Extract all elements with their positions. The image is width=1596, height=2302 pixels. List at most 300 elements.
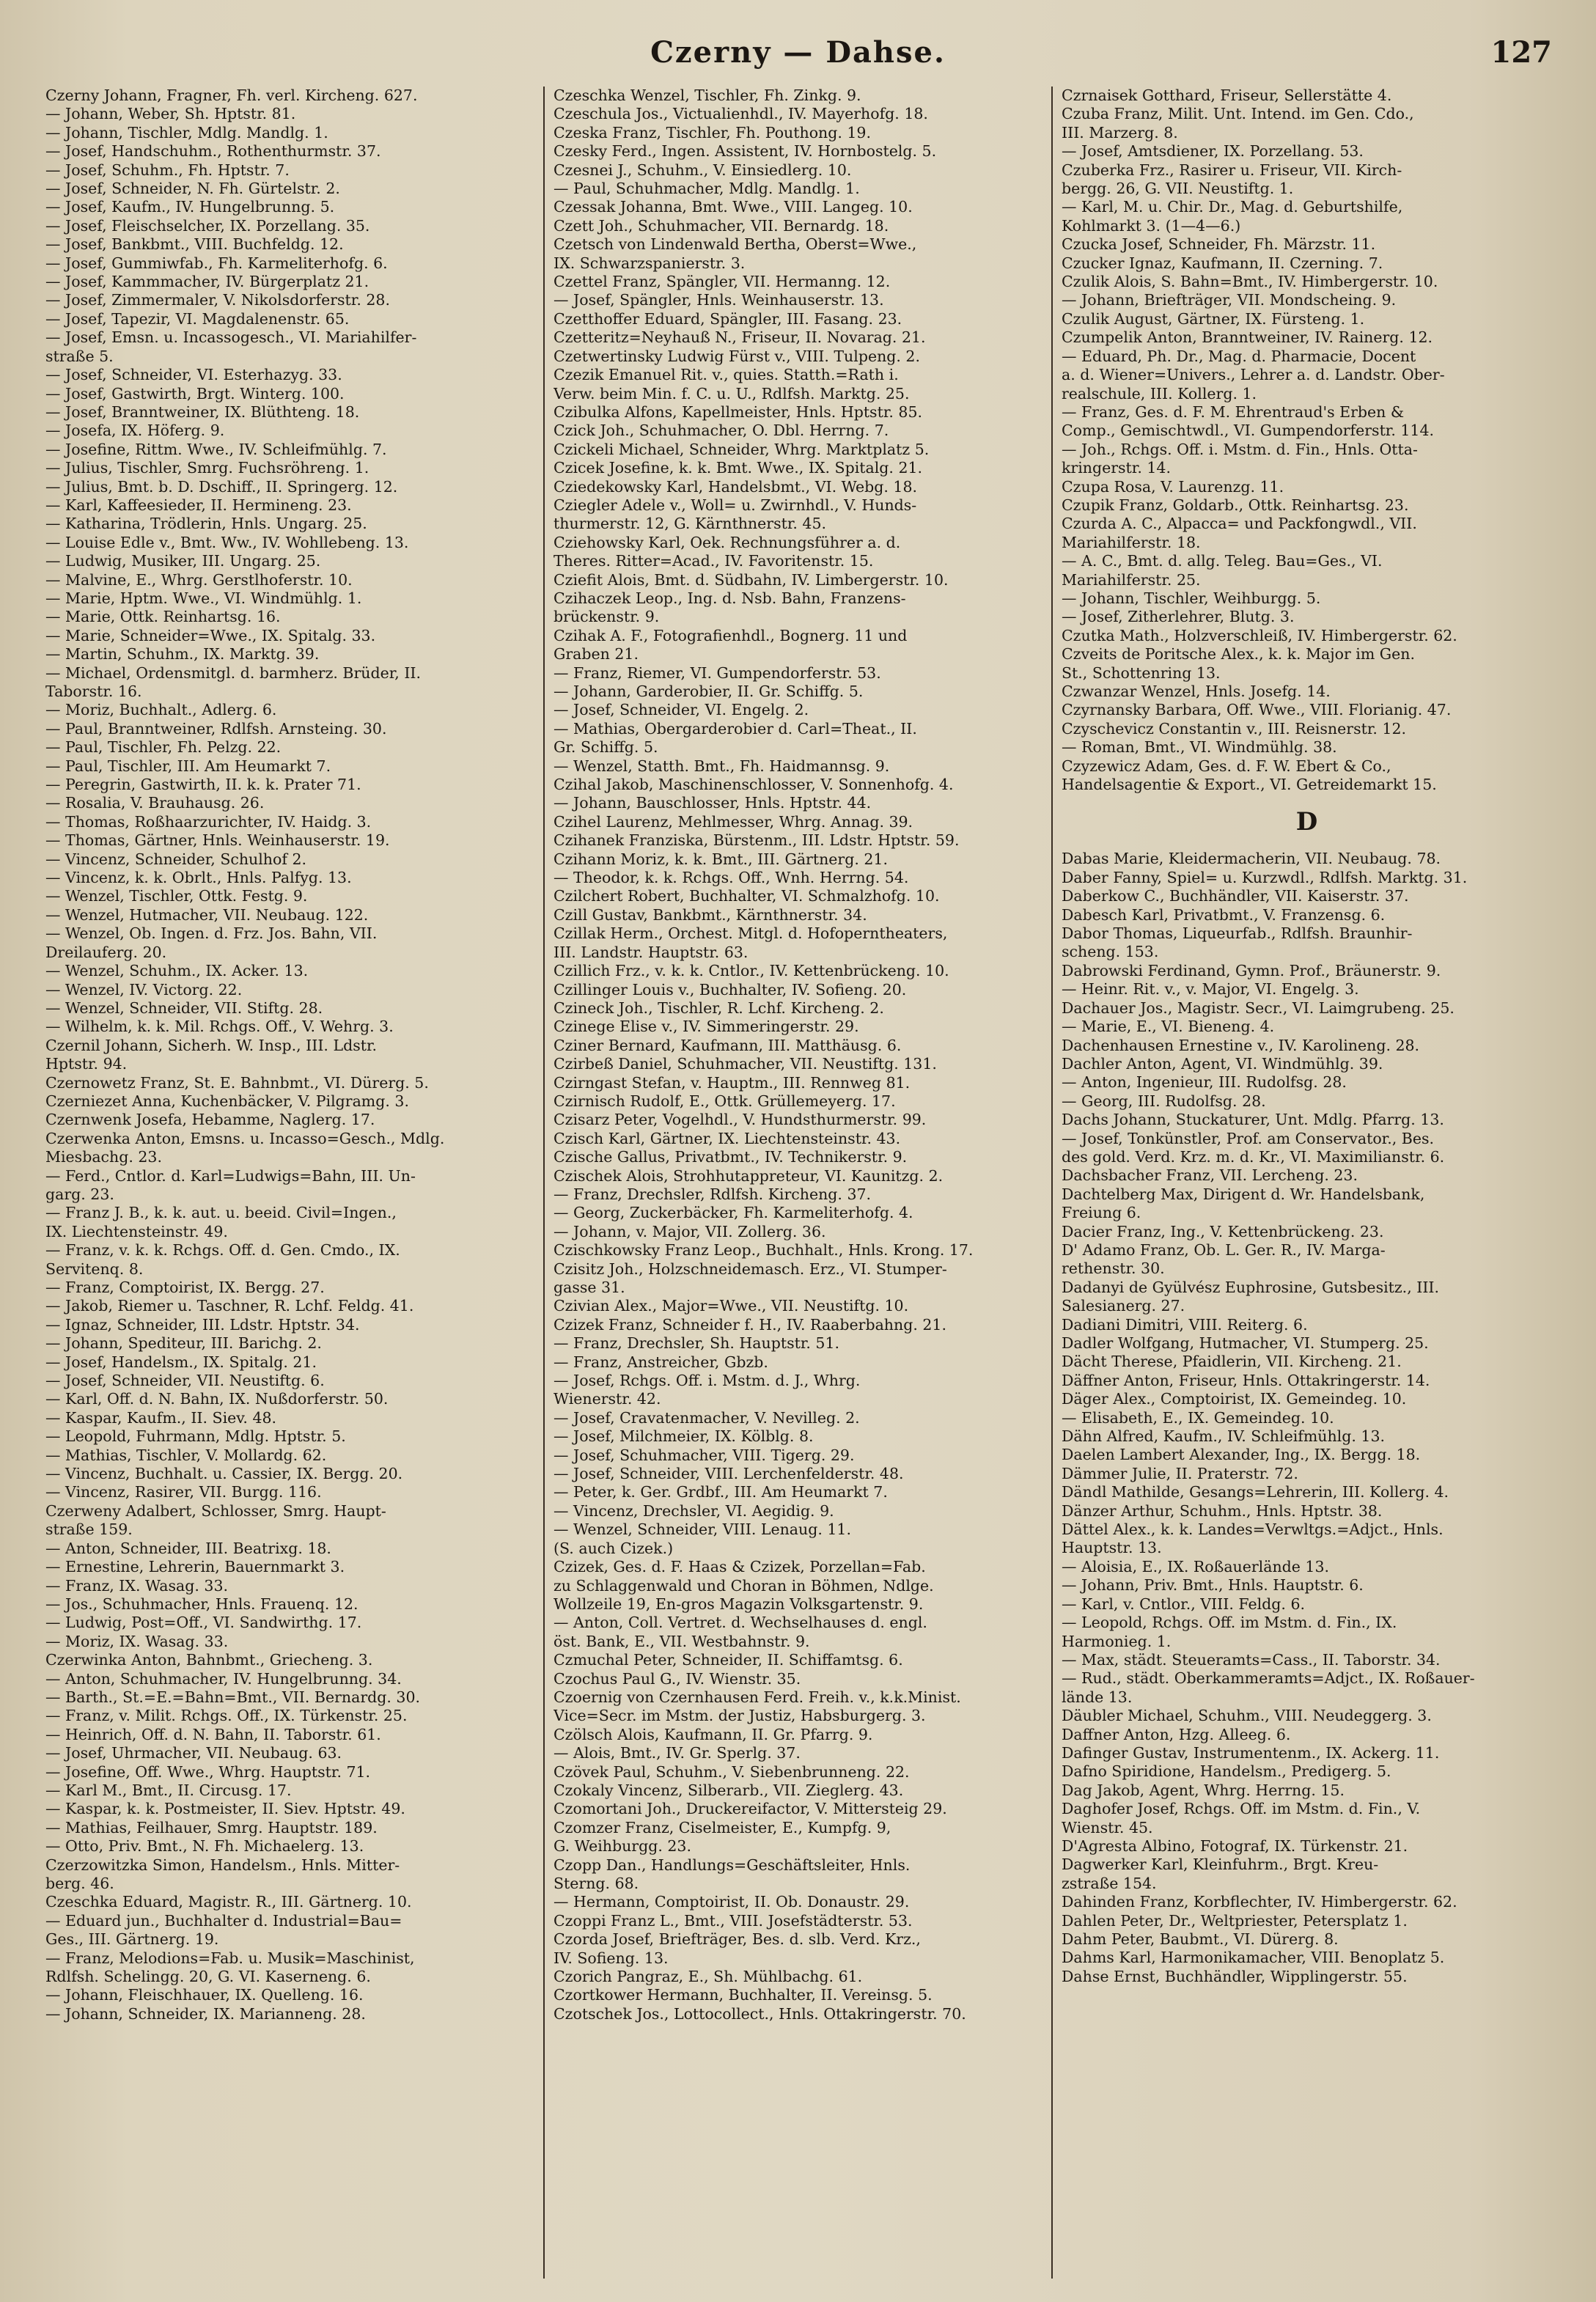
directory-entry: Cziegler Adele v., Woll= u. Zwirnhdl., V. Hunds- xyxy=(554,496,917,514)
directory-entry: — Vincenz, Drechsler, VI. Aegidig. 9. xyxy=(554,1501,834,1520)
directory-entry: — Barth., St.=E.=Bahn=Bmt., VII. Bernardg. 30. xyxy=(45,1688,421,1706)
directory-entry: Czill Gustav, Bankbmt., Kärnthnerstr. 34. xyxy=(554,905,867,924)
directory-entry: — Thomas, Gärtner, Hnls. Weinhauserstr. 19. xyxy=(45,831,390,850)
directory-entry: zu Schlaggenwald und Choran in Böhmen, Ndlge. xyxy=(554,1576,934,1595)
directory-entry: Czillak Herm., Orchest. Mitgl. d. Hofoperntheaters, xyxy=(554,924,948,943)
directory-entry: Czillich Frz., v. k. k. Cntlor., IV. Kettenbrückeng. 10. xyxy=(554,962,949,980)
directory-column-1 xyxy=(37,87,543,2279)
directory-entry: Czerwenka Anton, Emsns. u. Incasso=Gesch., Mdlg. xyxy=(45,1129,445,1147)
directory-entry: — Franz, v. k. k. Rchgs. Off. d. Gen. Cmdo., IX. xyxy=(45,1241,400,1260)
directory-entry: straße 159. xyxy=(45,1520,133,1539)
directory-entry: Dachtelberg Max, Dirigent d. Wr. Handelsbank, xyxy=(1062,1185,1425,1203)
directory-entry: Däubler Michael, Schuhm., VIII. Neudeggerg. 3. xyxy=(1062,1707,1432,1725)
directory-entry: Mariahilferstr. 18. xyxy=(1062,533,1201,551)
directory-entry: Hauptstr. 13. xyxy=(1062,1539,1162,1557)
directory-entry: gasse 31. xyxy=(554,1279,625,1296)
directory-entry: — Otto, Priv. Bmt., N. Fh. Michaelerg. 13. xyxy=(45,1837,364,1856)
directory-entry: Dachsbacher Franz, VII. Lercheng. 23. xyxy=(1062,1166,1358,1185)
directory-entry: — Vincenz, Schneider, Schulhof 2. xyxy=(45,850,307,868)
directory-entry: Czomzer Franz, Ciselmeister, E., Kumpfg. 9, xyxy=(554,1818,891,1836)
directory-entry: Czucka Josef, Schneider, Fh. Märzstr. 11. xyxy=(1062,235,1376,254)
directory-entry: — Wenzel, Ob. Ingen. d. Frz. Jos. Bahn, VII. xyxy=(45,924,378,943)
directory-entry: Czezik Emanuel Rit. v., quies. Statth.=Rath i. xyxy=(554,366,899,384)
directory-entry: Czilchert Robert, Buchhalter, VI. Schmalzhofg. 10. xyxy=(554,887,940,905)
directory-entry: Theres. Ritter=Acad., IV. Favoritenstr. 15. xyxy=(554,552,874,570)
directory-entry: — Mathias, Obergarderobier d. Carl=Theat., II. xyxy=(554,719,917,738)
directory-entry: — Franz, Anstreicher, Gbzb. xyxy=(554,1353,768,1371)
directory-entry: — Georg, Zuckerbäcker, Fh. Karmeliterhofg. 4. xyxy=(554,1204,913,1222)
directory-entry: Wienerstr. 42. xyxy=(554,1390,661,1408)
directory-entry: Czutka Math., Holzverschleiß, IV. Himbergerstr. 62. xyxy=(1062,626,1457,644)
directory-entry: Dändl Mathilde, Gesangs=Lehrerin, III. Kollerg. 4. xyxy=(1062,1483,1449,1501)
directory-entry: — Peregrin, Gastwirth, II. k. k. Prater 71. xyxy=(45,776,361,794)
directory-entry: — Max, städt. Steueramts=Cass., II. Taborstr. 34. xyxy=(1062,1650,1441,1669)
directory-entry: Salesianerg. 27. xyxy=(1062,1297,1185,1315)
directory-entry: G. Weihburgg. 23. xyxy=(554,1837,691,1856)
directory-entry: — Elisabeth, E., IX. Gemeindeg. 10. xyxy=(1062,1408,1334,1427)
directory-entry: Czulik August, Gärtner, IX. Fürsteng. 1. xyxy=(1062,309,1365,328)
directory-entry: Miesbachg. 23. xyxy=(45,1148,162,1166)
directory-entry: Czeska Franz, Tischler, Fh. Pouthong. 19. xyxy=(554,123,871,141)
directory-entry: — Josefine, Rittm. Wwe., IV. Schleifmühlg. 7. xyxy=(45,440,387,458)
directory-entry: — Josef, Schneider, VIII. Lerchenfelderstr. 48. xyxy=(554,1465,904,1483)
directory-entry: Czibulka Alfons, Kapellmeister, Hnls. Hptstr. 85. xyxy=(554,402,923,421)
directory-entry: Czillinger Louis v., Buchhalter, IV. Sofieng. 20. xyxy=(554,980,907,999)
directory-entry: Czeschka Wenzel, Tischler, Fh. Zinkg. 9. xyxy=(554,87,861,104)
directory-entry: Daber Fanny, Spiel= u. Kurzwdl., Rdlfsh. Marktg. 31. xyxy=(1062,868,1468,886)
directory-entry: — Josef, Schneider, VII. Neustiftg. 6. xyxy=(45,1372,325,1390)
directory-entry: D' Adamo Franz, Ob. L. Ger. R., IV. Marga- xyxy=(1062,1240,1386,1259)
directory-entry: Dahse Ernst, Buchhändler, Wipplingerstr. 55. xyxy=(1062,1967,1408,1985)
directory-entry: Dreilauferg. 20. xyxy=(45,943,167,961)
directory-entry: — Rud., städt. Oberkammeramts=Adjct., IX. Roßauer- xyxy=(1062,1669,1475,1688)
directory-entry: Czirbeß Daniel, Schuhmacher, VII. Neustiftg. 131. xyxy=(554,1055,937,1073)
directory-entry: Czerniezet Anna, Kuchenbäcker, V. Pilgramg. 3. xyxy=(45,1092,409,1110)
directory-entry: Dänzer Arthur, Schuhm., Hnls. Hptstr. 38. xyxy=(1062,1501,1383,1520)
directory-entry: — Julius, Tischler, Smrg. Fuchsröhreng. 1. xyxy=(45,459,369,477)
directory-entry: Czernwenk Josefa, Hebamme, Naglerg. 17. xyxy=(45,1111,375,1129)
directory-entry: — Wenzel, Schneider, VIII. Lenaug. 11. xyxy=(554,1520,851,1539)
directory-entry: — Ernestine, Lehrerin, Bauernmarkt 3. xyxy=(45,1558,345,1576)
directory-entry: Czetsch von Lindenwald Bertha, Oberst=Wwe., xyxy=(554,235,917,254)
directory-entry: — Josef, Zitherlehrer, Blutg. 3. xyxy=(1062,608,1295,626)
directory-entry: — Franz, Comptoirist, IX. Bergg. 27. xyxy=(45,1279,325,1296)
directory-entry: — Johann, Fleischhauer, IX. Quelleng. 16. xyxy=(45,1986,364,2004)
directory-entry: — Ludwig, Musiker, III. Ungarg. 25. xyxy=(45,552,321,570)
directory-entry: scheng. 153. xyxy=(1062,943,1159,961)
directory-entry: — Josef, Cravatenmacher, V. Nevilleg. 2. xyxy=(554,1408,860,1427)
directory-entry: — Josefa, IX. Höferg. 9. xyxy=(45,422,225,440)
directory-entry: Dämmer Julie, II. Praterstr. 72. xyxy=(1062,1464,1298,1482)
directory-entry: Graben 21. xyxy=(554,645,639,663)
directory-entry: zstraße 154. xyxy=(1062,1874,1157,1892)
directory-entry: — Roman, Bmt., VI. Windmühlg. 38. xyxy=(1062,738,1337,757)
directory-entry: Verw. beim Min. f. C. u. U., Rdlfsh. Marktg. 25. xyxy=(554,384,910,402)
directory-entry: — Hermann, Comptoirist, II. Ob. Donaustr. 29. xyxy=(554,1893,910,1911)
directory-entry: Czotschek Jos., Lottocollect., Hnls. Ottakringerstr. 70. xyxy=(554,2004,966,2023)
directory-entry: Czochus Paul G., IV. Wienstr. 35. xyxy=(554,1669,801,1688)
directory-entry: Dag Jakob, Agent, Whrg. Herrng. 15. xyxy=(1062,1781,1345,1799)
directory-entry: Czoppi Franz L., Bmt., VIII. Josefstädterstr. 53. xyxy=(554,1911,913,1930)
directory-entry: Dahinden Franz, Korbflechter, IV. Himbergerstr. 62. xyxy=(1062,1893,1457,1911)
directory-entry: Czurda A. C., Alpacca= und Packfongwdl., VII. xyxy=(1062,515,1417,533)
directory-entry: Czernowetz Franz, St. E. Bahnbmt., VI. Dürerg. 5. xyxy=(45,1073,429,1092)
directory-entry: — Josef, Schuhm., Fh. Hptstr. 7. xyxy=(45,161,290,179)
directory-entry: Czizek, Ges. d. F. Haas & Czizek, Porzellan=Fab. xyxy=(554,1558,926,1576)
directory-entry: — Rosalia, V. Brauhausg. 26. xyxy=(45,794,265,812)
directory-entry: — Josef, Tapezir, VI. Magdalenenstr. 65. xyxy=(45,309,350,328)
directory-entry: — Franz J. B., k. k. aut. u. beeid. Civil=Ingen., xyxy=(45,1204,397,1222)
directory-entry: — Louise Edle v., Bmt. Ww., IV. Wohllebeng. 13. xyxy=(45,533,409,551)
directory-entry: — Josef, Kaufm., IV. Hungelbrunng. 5. xyxy=(45,198,335,216)
directory-entry: — Josef, Emsn. u. Incassogesch., VI. Mariahilfer- xyxy=(45,328,417,347)
directory-entry: — Wilhelm, k. k. Mil. Rchgs. Off., V. Wehrg. 3. xyxy=(45,1018,394,1036)
directory-entry: — Heinr. Rit. v., v. Major, VI. Engelg. 3. xyxy=(1062,980,1359,999)
directory-entry: — Thomas, Roßhaarzurichter, IV. Haidg. 3. xyxy=(45,812,372,831)
directory-entry: Dahm Peter, Baubmt., VI. Dürerg. 8. xyxy=(1062,1930,1339,1948)
directory-entry: Czetthoffer Eduard, Spängler, III. Fasang. 23. xyxy=(554,309,902,328)
directory-entry: Czulik Alois, S. Bahn=Bmt., IV. Himbergerstr. 10. xyxy=(1062,273,1438,291)
directory-entry: Czortkower Hermann, Buchhalter, II. Vereinsg. 5. xyxy=(554,1986,933,2004)
directory-entry: Czyschevicz Constantin v., III. Reisnerstr. 12. xyxy=(1062,719,1407,738)
directory-entry: Dättel Alex., k. k. Landes=Verwltgs.=Adjct., Hnls. xyxy=(1062,1520,1444,1539)
directory-entry: Cziehowsky Karl, Oek. Rechnungsführer a. d. xyxy=(554,533,901,551)
directory-entry: Czizek Franz, Schneider f. H., IV. Raaberbahng. 21. xyxy=(554,1315,946,1334)
directory-entry: — Johann, Bauschlosser, Hnls. Hptstr. 44. xyxy=(554,794,872,812)
directory-entry: Czrnaisek Gotthard, Friseur, Sellerstätte 4. xyxy=(1062,87,1392,104)
directory-entry: Cziefit Alois, Bmt. d. Südbahn, IV. Limbergerstr. 10. xyxy=(554,570,949,589)
directory-entry: Czwanzar Wenzel, Hnls. Josefg. 14. xyxy=(1062,683,1331,700)
directory-entry: Czirnisch Rudolf, E., Ottk. Grüllemeyerg. 17. xyxy=(554,1092,896,1110)
directory-entry: — Moriz, IX. Wasag. 33. xyxy=(45,1632,229,1650)
directory-entry: Czicek Josefine, k. k. Bmt. Wwe., IX. Spitalg. 21. xyxy=(554,459,923,477)
directory-entry: — Theodor, k. k. Rchgs. Off., Wnh. Herrng. 54. xyxy=(554,869,909,887)
directory-entry: — Franz, Riemer, VI. Gumpendorferstr. 53. xyxy=(554,663,881,682)
directory-entry: Dafinger Gustav, Instrumentenm., IX. Ackerg. 11. xyxy=(1062,1743,1440,1762)
directory-entry: thurmerstr. 12, G. Kärnthnerstr. 45. xyxy=(554,515,827,533)
directory-entry: — Anton, Schneider, III. Beatrixg. 18. xyxy=(45,1539,331,1557)
directory-entry: — Jakob, Riemer u. Taschner, R. Lchf. Feldg. 41. xyxy=(45,1297,414,1315)
directory-entry: — Josef, Gastwirth, Brgt. Winterg. 100. xyxy=(45,384,345,402)
directory-entry: — Wenzel, Statth. Bmt., Fh. Haidmannsg. 9. xyxy=(554,757,890,775)
directory-entry: Czihanek Franziska, Bürstenm., III. Ldstr. Hptstr. 59. xyxy=(554,831,960,850)
directory-entry: — Josef, Fleischselcher, IX. Porzellang. 35. xyxy=(45,216,370,235)
directory-entry: — Ludwig, Post=Off., VI. Sandwirthg. 17. xyxy=(45,1614,362,1632)
directory-entry: — Josefine, Off. Wwe., Whrg. Hauptstr. 71. xyxy=(45,1762,371,1781)
directory-entry: — A. C., Bmt. d. allg. Teleg. Bau=Ges., VI. xyxy=(1062,552,1383,570)
directory-entry: Dachs Johann, Stuckaturer, Unt. Mdlg. Pfarrg. 13. xyxy=(1062,1111,1444,1129)
directory-entry: — Johann, Garderobier, II. Gr. Schiffg. 5. xyxy=(554,683,864,700)
directory-entry: berg. 46. xyxy=(45,1875,114,1892)
directory-entry: Dacier Franz, Ing., V. Kettenbrückeng. 23. xyxy=(1062,1222,1384,1240)
directory-entry: — Marie, Schneider=Wwe., IX. Spitalg. 33. xyxy=(45,626,376,644)
directory-entry: Wienstr. 45. xyxy=(1062,1818,1153,1836)
directory-columns xyxy=(37,87,1559,2279)
directory-entry: garg. 23. xyxy=(45,1185,114,1203)
directory-entry: — Eduard jun., Buchhalter d. Industrial=Bau= xyxy=(45,1911,402,1930)
directory-entry: Czölsch Alois, Kaufmann, II. Gr. Pfarrg. 9. xyxy=(554,1725,873,1743)
directory-entry: Czeschula Jos., Victualienhdl., IV. Mayerhofg. 18. xyxy=(554,105,928,123)
directory-entry: Czoernig von Czernhausen Ferd. Freih. v., k.k.Minist. xyxy=(554,1688,961,1706)
directory-entry: — Julius, Bmt. b. D. Dschiff., II. Springerg. 12. xyxy=(45,477,398,496)
directory-entry: Czupa Rosa, V. Laurenzg. 11. xyxy=(1062,477,1284,496)
directory-entry: — Kaspar, Kaufm., II. Siev. 48. xyxy=(45,1408,277,1427)
directory-entry: D'Agresta Albino, Fotograf, IX. Türkenstr. 21. xyxy=(1062,1836,1408,1855)
directory-entry: — Johann, Priv. Bmt., Hnls. Hauptstr. 6. xyxy=(1062,1576,1364,1595)
directory-entry: — Wenzel, Schuhm., IX. Acker. 13. xyxy=(45,962,309,980)
directory-entry: Czomortani Joh., Druckereifactor, V. Mittersteig 29. xyxy=(554,1800,947,1818)
directory-entry: III. Marzerg. 8. xyxy=(1062,123,1178,141)
directory-entry: Dabrowski Ferdinand, Gymn. Prof., Bräunerstr. 9. xyxy=(1062,961,1441,979)
directory-column-3 xyxy=(1051,87,1559,2279)
directory-entry: Czische Gallus, Privatbmt., IV. Technikerstr. 9. xyxy=(554,1148,908,1166)
directory-entry: Dadanyi de Gyülvész Euphrosine, Gutsbesitz., III. xyxy=(1062,1278,1440,1296)
directory-entry: Daberkow C., Buchhändler, VII. Kaiserstr. 37. xyxy=(1062,887,1409,905)
directory-entry: Servitenq. 8. xyxy=(45,1260,144,1278)
directory-entry: Daghofer Josef, Rchgs. Off. im Mstm. d. Fin., V. xyxy=(1062,1800,1421,1818)
directory-entry: Sterng. 68. xyxy=(554,1875,639,1892)
directory-entry: (S. auch Cizek.) xyxy=(554,1539,674,1557)
directory-entry: — Joh., Rchgs. Off. i. Mstm. d. Fin., Hnls. Otta- xyxy=(1062,440,1418,458)
directory-entry: Czett Joh., Schuhmacher, VII. Bernardg. 18. xyxy=(554,216,889,235)
directory-entry: — Josef, Schuhmacher, VIII. Tigerg. 29. xyxy=(554,1446,855,1464)
directory-entry: Czyrnansky Barbara, Off. Wwe., VIII. Florianig. 47. xyxy=(1062,701,1452,719)
directory-entry: Kohlmarkt 3. (1—4—6.) xyxy=(1062,216,1241,235)
directory-entry: Dabor Thomas, Liqueurfab., Rdlfsh. Braunhir- xyxy=(1062,924,1413,943)
directory-entry: Czyzewicz Adam, Ges. d. F. W. Ebert & Co., xyxy=(1062,757,1391,775)
directory-entry: — Katharina, Trödlerin, Hnls. Ungarg. 25. xyxy=(45,515,367,533)
directory-entry: Czmuchal Peter, Schneider, II. Schiffamtsg. 6. xyxy=(554,1651,903,1669)
directory-entry: Czischkowsky Franz Leop., Buchhalt., Hnls. Krong. 17. xyxy=(554,1241,974,1260)
directory-entry: Czihann Moriz, k. k. Bmt., III. Gärtnerg. 21. xyxy=(554,850,888,868)
directory-entry: — Wenzel, Tischler, Ottk. Festg. 9. xyxy=(45,887,308,905)
directory-entry: bergg. 26, G. VII. Neustiftg. 1. xyxy=(1062,180,1294,198)
directory-entry: — Georg, III. Rudolfsg. 28. xyxy=(1062,1092,1266,1110)
directory-entry: — Josef, Spängler, Hnls. Weinhauserstr. 13. xyxy=(554,291,884,309)
directory-entry: — Josef, Branntweiner, IX. Blüthteng. 18. xyxy=(45,402,360,421)
directory-entry: Dachler Anton, Agent, VI. Windmühlg. 39. xyxy=(1062,1054,1383,1073)
directory-entry: — Vincenz, k. k. Obrlt., Hnls. Palfyg. 13. xyxy=(45,869,352,887)
directory-entry: Dafno Spiridione, Handelsm., Predigerg. 5. xyxy=(1062,1762,1391,1781)
directory-entry: Dadiani Dimitri, VIII. Reiterg. 6. xyxy=(1062,1315,1308,1334)
directory-entry: — Michael, Ordensmitgl. d. barmherz. Brüder, II. xyxy=(45,663,422,682)
directory-entry: Czerwinka Anton, Bahnbmt., Griecheng. 3. xyxy=(45,1651,373,1669)
directory-entry: Cziedekowsky Karl, Handelsbmt., VI. Webg. 18. xyxy=(554,477,918,496)
directory-entry: Vice=Secr. im Mstm. der Justiz, Habsburgerg. 3. xyxy=(554,1707,926,1725)
directory-entry: Däger Alex., Comptoirist, IX. Gemeindeg. 10. xyxy=(1062,1390,1407,1408)
directory-entry: — Franz, Drechsler, Sh. Hauptstr. 51. xyxy=(554,1334,840,1353)
directory-entry: Czerny Johann, Fragner, Fh. verl. Kircheng. 627. xyxy=(45,87,418,104)
directory-entry: Czihal Jakob, Maschinenschlosser, V. Sonnenhofg. 4. xyxy=(554,776,954,794)
directory-entry: Daelen Lambert Alexander, Ing., IX. Bergg. 18. xyxy=(1062,1446,1421,1464)
directory-entry: — Karl, M. u. Chir. Dr., Mag. d. Geburtshilfe, xyxy=(1062,198,1403,216)
directory-entry: Dagwerker Karl, Kleinfuhrm., Brgt. Kreu- xyxy=(1062,1856,1379,1874)
directory-entry: Czihaczek Leop., Ing. d. Nsb. Bahn, Franzens- xyxy=(554,589,906,607)
directory-entry: — Anton, Schuhmacher, IV. Hungelbrunng. 34. xyxy=(45,1669,402,1688)
directory-entry: — Franz, Ges. d. F. M. Ehrentraud's Erben & xyxy=(1062,402,1405,421)
directory-entry: — Johann, Tischler, Weihburgg. 5. xyxy=(1062,589,1321,607)
directory-entry: — Josef, Handelsm., IX. Spitalg. 21. xyxy=(45,1353,317,1371)
directory-entry: Freiung 6. xyxy=(1062,1204,1141,1222)
directory-entry: — Mathias, Feilhauer, Smrg. Hauptstr. 189. xyxy=(45,1818,378,1836)
directory-entry: — Martin, Schuhm., IX. Marktg. 39. xyxy=(45,645,320,663)
directory-entry: Ges., III. Gärtnerg. 19. xyxy=(45,1930,219,1949)
directory-entry: Czorda Josef, Briefträger, Bes. d. slb. Verd. Krz., xyxy=(554,1930,921,1949)
directory-entry: — Paul, Branntweiner, Rdlfsh. Arnsteing. 30. xyxy=(45,719,387,738)
page-header xyxy=(37,29,1559,87)
directory-entry: Gr. Schiffg. 5. xyxy=(554,738,658,757)
directory-entry: Dahms Karl, Harmonikamacher, VIII. Benoplatz 5. xyxy=(1062,1949,1445,1967)
directory-entry: Dähn Alfred, Kaufm., IV. Schleifmühlg. 13. xyxy=(1062,1427,1386,1446)
directory-entry: Hptstr. 94. xyxy=(45,1055,128,1073)
directory-entry: Czivian Alex., Major=Wwe., VII. Neustiftg. 10. xyxy=(554,1297,909,1315)
directory-entry: Czirngast Stefan, v. Hauptm., III. Rennweg 81. xyxy=(554,1073,911,1092)
directory-entry: — Peter, k. Ger. Grdbf., III. Am Heumarkt 7. xyxy=(554,1483,888,1501)
directory-entry: — Josef, Schneider, VI. Esterhazyg. 33. xyxy=(45,366,342,384)
directory-entry: lände 13. xyxy=(1062,1688,1133,1706)
directory-entry: III. Landstr. Hauptstr. 63. xyxy=(554,943,749,961)
directory-entry: Dadler Wolfgang, Hutmacher, VI. Stumperg. 25. xyxy=(1062,1334,1429,1352)
directory-entry: — Marie, Ottk. Reinhartsg. 16. xyxy=(45,608,281,626)
directory-entry: Czesnei J., Schuhm., V. Einsiedlerg. 10. xyxy=(554,161,852,179)
directory-entry: Czernil Johann, Sicherh. W. Insp., III. Ldstr. xyxy=(45,1036,378,1054)
directory-entry: — Kaspar, k. k. Postmeister, II. Siev. Hptstr. 49. xyxy=(45,1800,405,1818)
directory-entry: Dabas Marie, Kleidermacherin, VII. Neubaug. 78. xyxy=(1062,850,1441,868)
directory-entry: — Ferd., Cntlor. d. Karl=Ludwigs=Bahn, III. Un- xyxy=(45,1166,416,1185)
directory-entry: — Karl, v. Cntlor., VIII. Feldg. 6. xyxy=(1062,1595,1306,1613)
directory-entry: Czveits de Poritsche Alex., k. k. Major im Gen. xyxy=(1062,645,1416,663)
directory-entry: Czumpelik Anton, Branntweiner, IV. Rainerg. 12. xyxy=(1062,328,1433,347)
page-number: 127 xyxy=(1490,35,1552,70)
directory-entry: — Alois, Bmt., IV. Gr. Sperlg. 37. xyxy=(554,1744,801,1762)
directory-entry: Czucker Ignaz, Kaufmann, II. Czerning. 7. xyxy=(1062,254,1383,272)
directory-entry: St., Schottenring 13. xyxy=(1062,663,1221,682)
directory-entry: Czorich Pangraz, E., Sh. Mühlbachg. 61. xyxy=(554,1968,863,1986)
directory-entry: — Johann, Schneider, IX. Marianneng. 28. xyxy=(45,2004,366,2023)
directory-entry: Czettel Franz, Spängler, VII. Hermanng. 12. xyxy=(554,273,891,291)
directory-entry: Czupik Franz, Goldarb., Ottk. Reinhartsg. 23. xyxy=(1062,496,1409,514)
directory-entry: — Johann, Tischler, Mdlg. Mandlg. 1. xyxy=(45,123,328,141)
directory-entry: Czetteritz=Neyhauß N., Friseur, II. Novarag. 21. xyxy=(554,328,926,347)
directory-entry: Czesky Ferd., Ingen. Assistent, IV. Hornbostelg. 5. xyxy=(554,142,937,161)
directory-entry: — Wenzel, Schneider, VII. Stiftg. 28. xyxy=(45,999,323,1017)
directory-entry: Czinege Elise v., IV. Simmeringerstr. 29. xyxy=(554,1018,859,1036)
directory-entry: Czischek Alois, Strohhutappreteur, VI. Kaunitzg. 2. xyxy=(554,1166,944,1185)
directory-entry: — Anton, Ingenieur, III. Rudolfsg. 28. xyxy=(1062,1073,1347,1092)
directory-entry: IV. Sofieng. 13. xyxy=(554,1949,669,1967)
directory-entry: — Eduard, Ph. Dr., Mag. d. Pharmacie, Docent xyxy=(1062,347,1416,365)
directory-entry: — Aloisia, E., IX. Roßauerlände 13. xyxy=(1062,1557,1330,1575)
directory-entry: — Josef, Gummiwfab., Fh. Karmeliterhofg. 6. xyxy=(45,254,388,272)
directory-entry: Comp., Gemischtwdl., VI. Gumpendorferstr. 114. xyxy=(1062,422,1435,440)
directory-entry: Czetwertinsky Ludwig Fürst v., VIII. Tulpeng. 2. xyxy=(554,347,920,365)
directory-entry: — Josef, Uhrmacher, VII. Neubaug. 63. xyxy=(45,1744,342,1762)
directory-entry: — Franz, Melodions=Fab. u. Musik=Maschinist, xyxy=(45,1949,415,1967)
directory-entry: straße 5. xyxy=(45,347,114,365)
directory-entry: Dahlen Peter, Dr., Weltpriester, Petersplatz 1. xyxy=(1062,1911,1408,1930)
directory-entry: — Karl, Off. d. N. Bahn, IX. Nußdorferstr. 50. xyxy=(45,1390,389,1408)
directory-entry: — Josef, Milchmeier, IX. Kölblg. 8. xyxy=(554,1427,814,1446)
directory-entry: Handelsagentie & Export., VI. Getreidemarkt 15. xyxy=(1062,776,1437,794)
directory-entry: — Johann, Weber, Sh. Hptstr. 81. xyxy=(45,105,296,123)
directory-entry: — Marie, E., VI. Bieneng. 4. xyxy=(1062,1018,1275,1036)
directory-entry: — Josef, Amtsdiener, IX. Porzellang. 53. xyxy=(1062,142,1364,161)
directory-entry: öst. Bank, E., VII. Westbahnstr. 9. xyxy=(554,1632,810,1650)
directory-entry: — Josef, Schneider, N. Fh. Gürtelstr. 2. xyxy=(45,180,340,198)
directory-entry: — Vincenz, Rasirer, VII. Burgg. 116. xyxy=(45,1483,322,1501)
directory-entry: — Franz, IX. Wasag. 33. xyxy=(45,1576,229,1595)
directory-entry: Czopp Dan., Handlungs=Geschäftsleiter, Hnls. xyxy=(554,1856,911,1874)
directory-entry: Czickeli Michael, Schneider, Whrg. Marktplatz 5. xyxy=(554,440,930,458)
directory-entry: Dabesch Karl, Privatbmt., V. Franzensg. 6. xyxy=(1062,905,1386,924)
directory-entry: Czihak A. F., Fotografienhdl., Bognerg. 11 und xyxy=(554,626,908,644)
directory-entry: — Franz, Drechsler, Rdlfsh. Kircheng. 37. xyxy=(554,1185,872,1203)
directory-entry: Czerzowitzka Simon, Handelsm., Hnls. Mitter- xyxy=(45,1856,400,1874)
directory-entry: Däffner Anton, Friseur, Hnls. Ottakringerstr. 14. xyxy=(1062,1371,1430,1389)
section-letter: D xyxy=(1295,807,1318,837)
directory-entry: — Paul, Tischler, III. Am Heumarkt 7. xyxy=(45,757,331,775)
directory-entry: — Wenzel, Hutmacher, VII. Neubaug. 122. xyxy=(45,905,369,924)
running-head: Czerny — Dahse. xyxy=(650,35,946,70)
directory-entry: Czineck Joh., Tischler, R. Lchf. Kircheng. 2. xyxy=(554,999,884,1017)
directory-entry: Czövek Paul, Schuhm., V. Siebenbrunneng. 22. xyxy=(554,1762,910,1781)
directory-entry: — Josef, Tonkünstler, Prof. am Conservator., Bes. xyxy=(1062,1129,1434,1147)
directory-entry: Czokaly Vincenz, Silberarb., VII. Zieglerg. 43. xyxy=(554,1781,904,1799)
directory-entry: Dachenhausen Ernestine v., IV. Karolineng. 28. xyxy=(1062,1036,1420,1054)
directory-entry: a. d. Wiener=Univers., Lehrer a. d. Landstr. Ober- xyxy=(1062,366,1445,384)
directory-entry: — Karl M., Bmt., II. Circusg. 17. xyxy=(45,1781,292,1799)
directory-entry: — Heinrich, Off. d. N. Bahn, II. Taborstr. 61. xyxy=(45,1725,381,1743)
directory-column-2 xyxy=(543,87,1051,2279)
directory-entry: — Jos., Schuhmacher, Hnls. Frauenq. 12. xyxy=(45,1595,358,1613)
directory-entry: — Vincenz, Buchhalt. u. Cassier, IX. Bergg. 20. xyxy=(45,1465,403,1483)
directory-entry: — Paul, Schuhmacher, Mdlg. Mandlg. 1. xyxy=(554,180,860,198)
directory-entry: — Malvine, E., Whrg. Gerstlhoferstr. 10. xyxy=(45,570,353,589)
directory-entry: — Johann, Spediteur, III. Barichg. 2. xyxy=(45,1334,322,1353)
directory-entry: — Josef, Kammmacher, IV. Bürgerplatz 21. xyxy=(45,273,369,291)
directory-entry: — Leopold, Rchgs. Off. im Mstm. d. Fin., IX. xyxy=(1062,1614,1397,1632)
directory-entry: — Mathias, Tischler, V. Mollardg. 62. xyxy=(45,1446,327,1464)
directory-entry: Rdlfsh. Schelingg. 20, G. VI. Kaserneng. 6. xyxy=(45,1968,371,1986)
directory-entry: realschule, III. Kollerg. 1. xyxy=(1062,384,1257,402)
directory-entry: — Franz, v. Milit. Rchgs. Off., IX. Türkenstr. 25. xyxy=(45,1707,408,1725)
directory-entry: Taborstr. 16. xyxy=(45,683,142,700)
directory-entry: Cziner Bernard, Kaufmann, III. Matthäusg. 6. xyxy=(554,1036,902,1054)
directory-entry: Daffner Anton, Hzg. Alleeg. 6. xyxy=(1062,1725,1291,1743)
directory-entry: Czihel Laurenz, Mehlmesser, Whrg. Annag. 39. xyxy=(554,812,913,831)
directory-entry: — Josef, Schneider, VI. Engelg. 2. xyxy=(554,701,809,719)
directory-entry: des gold. Verd. Krz. m. d. Kr., VI. Maximilianstr. 6. xyxy=(1062,1147,1445,1166)
directory-entry: — Johann, Briefträger, VII. Mondscheing. 9. xyxy=(1062,291,1397,309)
directory-entry: — Wenzel, IV. Victorg. 22. xyxy=(45,980,243,999)
directory-entry: — Josef, Bankbmt., VIII. Buchfeldg. 12. xyxy=(45,235,344,254)
directory-entry: IX. Schwarzspanierstr. 3. xyxy=(554,254,746,272)
directory-entry: — Ignaz, Schneider, III. Ldstr. Hptstr. 34. xyxy=(45,1315,360,1334)
directory-entry: Dachauer Jos., Magistr. Secr., VI. Laimgrubeng. 25. xyxy=(1062,999,1455,1017)
directory-entry: brückenstr. 9. xyxy=(554,608,660,626)
directory-entry: Czisch Karl, Gärtner, IX. Liechtensteinstr. 43. xyxy=(554,1129,901,1147)
directory-entry: — Johann, v. Major, VII. Zollerg. 36. xyxy=(554,1222,826,1240)
directory-entry: Wollzeile 19, En-gros Magazin Volksgartenstr. 9. xyxy=(554,1595,924,1613)
directory-entry: Harmonieg. 1. xyxy=(1062,1632,1172,1650)
directory-entry: Czerweny Adalbert, Schlosser, Smrg. Haupt- xyxy=(45,1501,386,1520)
directory-entry: Czuba Franz, Milit. Unt. Intend. im Gen. Cdo., xyxy=(1062,105,1414,123)
directory-entry: Dächt Therese, Pfaidlerin, VII. Kircheng. 21. xyxy=(1062,1353,1402,1371)
directory-entry: — Anton, Coll. Vertret. d. Wechselhauses d. engl. xyxy=(554,1614,927,1632)
directory-entry: rethenstr. 30. xyxy=(1062,1260,1165,1278)
directory-entry: — Josef, Zimmermaler, V. Nikolsdorferstr. 28. xyxy=(45,291,390,309)
directory-entry: — Leopold, Fuhrmann, Mdlg. Hptstr. 5. xyxy=(45,1427,346,1446)
